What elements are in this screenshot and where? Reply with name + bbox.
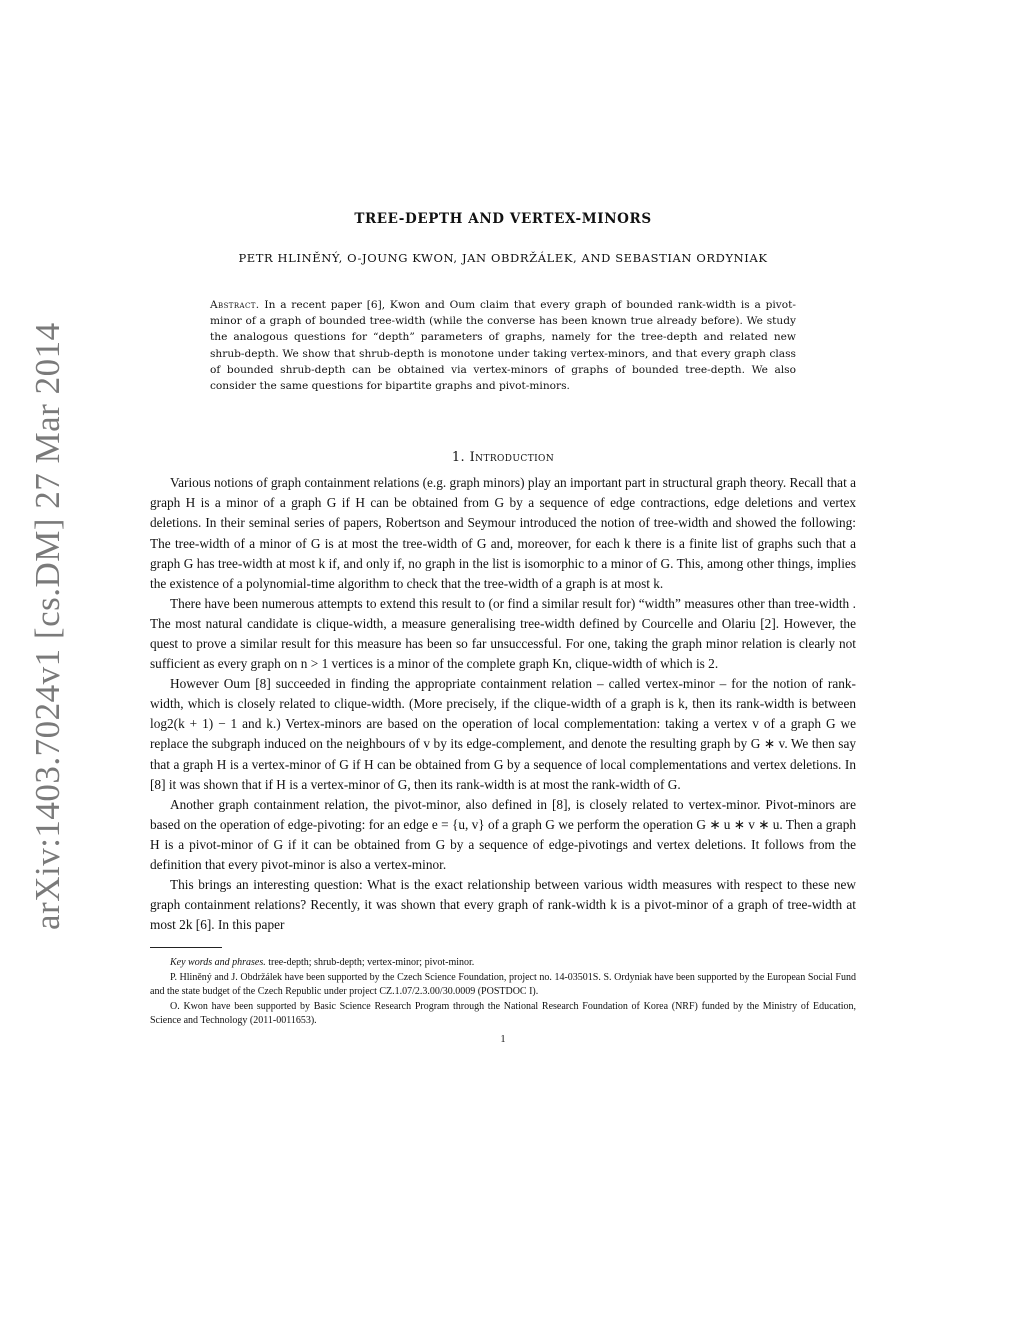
arxiv-identifier: arXiv:1403.7024v1 [cs.DM] 27 Mar 2014 <box>28 322 67 930</box>
section-number: 1. <box>451 450 466 466</box>
body-paragraph-5: This brings an interesting question: What is the exact relationship between various width measures with respect to these new graph containment relations? Recently, it was shown that every graph of rank-width k is a pivot-minor of a graph of tree-width at most 2k [6]. In this paper <box>150 877 856 933</box>
section-heading <box>150 450 856 465</box>
body-paragraph-3: However Oum [8] succeeded in finding the appropriate containment relation – called vertex-minor – for the notion of rank-width, which is closely related to clique-width. (More precisely, if the clique-width of a graph is k, then its rank-width is between log2(k + 1) − 1 and k.) Vertex-minors are based on the operation of local complementation: taking a vertex v of a graph G we replace the subgraph induced on the neighbours of v by its edge-complement, and denote the resulting graph by G ∗ v. We then say that a graph H is a vertex-minor of G if H can be obtained from G by a sequence of local complementations and vertex deletions. In [8] it was shown that if H is a vertex-minor of G, then its rank-width is at most the rank-width of G. <box>150 676 856 792</box>
keywords-label: Key words and phrases. <box>170 957 266 969</box>
body-paragraph-4: Another graph containment relation, the pivot-minor, also defined in [8], is closely related to vertex-minor. Pivot-minors are based on the operation of edge-pivoting: for an edge e = {u, v} of a graph G we perform the operation G ∗ u ∗ v ∗ u. Then a graph H is a pivot-minor of G if it can be obtained from G by a sequence of edge-pivotings and vertex deletions. It follows from the definition that every pivot-minor is also a vertex-minor. <box>150 796 856 872</box>
paper-title: TREE-DEPTH AND VERTEX-MINORS <box>354 211 652 227</box>
abstract-text: In a recent paper [6], Kwon and Oum claim that every graph of bounded rank-width is a pivot-minor of a graph of bounded tree-width (while the converse has been known true already before). We study the analogous questions for “depth” parameters of graphs, namely for the tree-depth and related new shrub-depth. We show that shrub-depth is monotone under taking vertex-minors, and that every graph class of bounded shrub-depth can be obtained via vertex-minors of graphs of bounded tree-depth. We also consider the same questions for bipartite graphs and pivot-minors. <box>210 299 796 393</box>
footnote-funding-1: P. Hliněný and J. Obdržálek have been supported by the Czech Science Foundation, project no. 14-03501S. S. Ordyniak have been supported by the European Social Fund and the state budget of the Czech Republic under project CZ.1.07/2.3.00/30.0009 (POSTDOC I). <box>150 971 856 998</box>
paper-page <box>150 205 856 1045</box>
abstract-label: Abstract. <box>210 299 260 311</box>
body-paragraph-1: Various notions of graph containment relations (e.g. graph minors) play an important part in structural graph theory. Recall that a graph H is a minor of a graph G if H can be obtained from G by a sequence of edge contractions, edge deletions and vertex deletions. In their seminal series of papers, Robertson and Seymour introduced the notion of tree-width and showed the following: The tree-width of a minor of G is at most the tree-width of G and, moreover, for each k there is a finite list of graphs such that a graph G has tree-width at most k if, and only if, no graph in the list is isomorphic to a minor of G. This, among other things, implies the existence of a polynomial-time algorithm to check that the tree-width of a graph is at most k. <box>150 475 856 591</box>
abstract <box>210 297 796 394</box>
author-list: PETR HLINĚNÝ, O-JOUNG KWON, JAN OBDRŽÁLEK, AND SEBASTIAN ORDYNIAK <box>238 251 768 265</box>
footnote-keywords <box>150 956 856 970</box>
footnote-funding-2: O. Kwon have been supported by Basic Science Research Program through the National Research Foundation of Korea (NRF) funded by the Ministry of Education, Science and Technology (2011-0011653). <box>150 1000 856 1026</box>
page-number: 1 <box>500 1034 506 1046</box>
body-paragraph-2: There have been numerous attempts to extend this result to (or find a similar result for) “width” measures other than tree-width . The most natural candidate is clique-width, a measure generalising tree-width defined by Courcelle and Olariu [2]. However, the quest to prove a similar result for this measure has been so far unsuccessful. For one, taking the graph minor relation is clearly not sufficient as every graph on n > 1 vertices is a minor of the complete graph Kn, clique-width of which is 2. <box>150 595 856 672</box>
footnote-divider <box>150 947 222 948</box>
keywords-text: tree-depth; shrub-depth; vertex-minor; pivot-minor. <box>268 957 475 969</box>
section-title: Introduction <box>469 450 555 466</box>
